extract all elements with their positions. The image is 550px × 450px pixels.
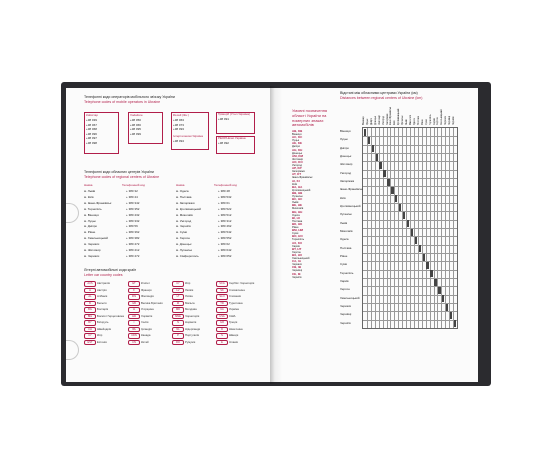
regional-code: + 380 462 — [218, 224, 232, 229]
plate-code: AP, KP — [292, 166, 302, 171]
distance-column-label: Дніпро — [370, 117, 373, 125]
distance-column-label: Харків — [433, 118, 436, 125]
car-code-badge: HR — [128, 314, 140, 320]
operator-code: +38 068 — [86, 127, 97, 132]
distance-column-label: Вінниця — [363, 116, 365, 125]
car-code-badge: CY — [84, 333, 96, 339]
regional-city: м. Полтава — [176, 194, 192, 199]
plate-region: Ужгород — [292, 164, 302, 167]
regional-code: + 380 542 — [218, 230, 232, 235]
plate-region: Львів — [292, 201, 299, 205]
car-country-name: Швеція — [229, 333, 239, 337]
plate-code: AB, KB — [292, 129, 303, 133]
regional-code: + 380 362 — [126, 230, 140, 235]
distance-row-label: Дніпро — [340, 145, 349, 150]
distance-row-label: Чернігів — [340, 320, 351, 325]
regional-city: м. Чернігів — [176, 224, 191, 229]
spine-shadow — [270, 86, 282, 384]
distance-row-label: Черкаси — [340, 304, 352, 308]
distance-column-label: Чернівці — [449, 116, 452, 125]
car-code-badge: MNE — [172, 314, 184, 320]
regional-city: м. Миколаїв — [176, 212, 193, 217]
operator-code: +38 067 — [86, 122, 97, 127]
regional-code: + 380 432 — [126, 212, 140, 217]
distance-row-label: Кропивницький — [340, 204, 361, 208]
regional-code: + 380 61 — [218, 200, 230, 205]
plate-region: Херсон — [292, 250, 301, 254]
distance-column-label: Луцьк — [366, 118, 369, 125]
car-country-name: Литва — [185, 294, 193, 298]
diagonal-cell — [403, 212, 405, 219]
operator-code: +38 039 — [86, 118, 97, 122]
plate-code: BX, HX — [292, 253, 303, 257]
operator-name: Тріморб (Утел Україна) — [218, 112, 250, 116]
car-title-en: Letter car country codes — [84, 273, 123, 277]
regional-code: + 380 342 — [126, 200, 140, 205]
regional-city: м. Тернопіль — [84, 206, 102, 211]
distance-column-label: Полтава — [417, 116, 420, 125]
distance-row-label: Суми — [340, 262, 348, 267]
distance-column-label: Хмельницький — [441, 109, 444, 125]
car-code-badge: A — [84, 288, 96, 294]
diagonal-cell — [438, 287, 440, 294]
distance-column-label: Черкаси — [445, 116, 448, 125]
car-country-name: Велика Британія — [141, 300, 163, 305]
operator-code: +38 097 — [86, 136, 97, 141]
plate-code: AX, KX — [292, 240, 303, 245]
regional-code: + 380 412 — [126, 248, 140, 252]
car-country-name: Сербія і Чорногорія — [229, 281, 255, 285]
regional-city: м. Суми — [176, 230, 188, 235]
distance-row-label: Луганськ — [340, 212, 352, 217]
diagonal-cell — [419, 245, 421, 252]
plate-region: Чернігів — [292, 275, 302, 279]
plate-code: AO, KO — [292, 160, 303, 164]
plate-code: CA, IA — [292, 259, 301, 264]
regional-city: м. Черкаси — [84, 253, 100, 258]
regional-code: + 380 62 — [218, 242, 230, 247]
legend-title — [292, 109, 328, 128]
car-country-name: Словаччина — [229, 287, 245, 292]
car-country-name: Кіпр — [97, 333, 103, 337]
car-country-name: Словенія — [229, 294, 241, 298]
regional-code: + 380 642 — [218, 248, 232, 252]
car-country-name: Австралія — [97, 281, 110, 285]
car-code-badge: SCG — [216, 281, 228, 287]
distance-row-label: Івано-Франківськ — [340, 187, 363, 192]
plate-code: AT, KT — [292, 172, 302, 177]
car-country-name: Франція — [141, 287, 152, 292]
plate-region: Миколаїв — [292, 207, 304, 211]
car-country-name: Албанія — [97, 294, 108, 298]
car-code-badge: TR — [216, 301, 228, 307]
plate-code: BH, HH — [292, 209, 303, 214]
car-country-name: Португалія — [185, 333, 200, 337]
regional-city: м. Луцьк — [84, 218, 96, 223]
distance-row-label: Чернівці — [340, 312, 352, 317]
car-country-name: Швейцарія — [97, 326, 111, 331]
legend-title-text: Умовні позначення області України на номерних знаках автомобілів — [292, 108, 328, 128]
plate-code: BA, HA — [292, 184, 303, 189]
car-country-name: Угорщина — [141, 307, 154, 311]
plate-code: AM, KM — [292, 153, 303, 158]
regional-city: м. Сімферополь — [176, 253, 199, 258]
car-country-name: Мальта — [185, 300, 195, 305]
car-code-badge: CN — [128, 340, 140, 346]
regional-title-en: Telephone codes of regional centers of Ukraine — [84, 175, 160, 179]
car-code-badge: ET — [128, 281, 140, 287]
plate-region: Луцьк — [292, 139, 299, 143]
diagonal-cell — [407, 220, 409, 227]
operator-code: +38 099 — [130, 131, 141, 136]
diagonal-cell — [423, 254, 425, 261]
distance-row-label: Київ — [340, 195, 346, 200]
plate-code: CE, IE — [292, 271, 301, 276]
car-code-badge: B — [84, 301, 96, 307]
distance-row-label: Херсон — [340, 287, 350, 292]
regional-city: м. Київ — [84, 194, 94, 199]
regional-city: м. Вінниця — [84, 212, 99, 217]
plate-region: Житомир — [292, 157, 304, 161]
operator-code: +38 094 — [173, 139, 184, 143]
car-code-badge: LT — [172, 294, 184, 300]
distance-column-label: Житомир — [378, 115, 381, 125]
diagonal-cell — [430, 270, 432, 277]
operator-name: PEOPLEnet Україна — [218, 136, 246, 140]
regional-code: + 380 382 — [126, 236, 140, 241]
diagonal-cell — [372, 145, 374, 152]
col-header-city-1: Назва — [84, 183, 93, 187]
regional-code: + 380 512 — [218, 212, 232, 217]
car-country-name: Кіпр — [185, 281, 191, 285]
operator-name: Київстар — [86, 113, 98, 117]
distance-row-label: Тернопіль — [340, 270, 354, 275]
car-code-badge: BIH — [84, 314, 96, 320]
distance-row-label: Вінниця — [340, 129, 351, 133]
car-code-badge: MD — [172, 307, 184, 313]
distance-column-label: Донецьк — [374, 116, 377, 125]
plate-code: AI, KI — [292, 178, 300, 183]
col-header-city-2: Назва — [176, 183, 185, 187]
car-code-badge: D — [216, 327, 228, 333]
car-country-name: Румунія — [185, 339, 196, 344]
distance-row-label: Хмельницький — [340, 295, 360, 300]
operator-code: +38 066 — [130, 122, 141, 127]
operator-code: +38 091 — [218, 117, 229, 121]
plate-region: Київ — [292, 182, 298, 186]
regional-code: + 380 472 — [126, 242, 140, 247]
regional-city: м. Львів — [84, 189, 96, 193]
car-code-badge: M — [172, 301, 184, 307]
distance-column-label: Ужгород — [382, 116, 385, 125]
regional-city: м. Дніпро — [84, 224, 98, 229]
plate-region: Рівне — [292, 226, 299, 229]
car-code-badge: P — [172, 333, 184, 339]
plate-region: Черкаси — [292, 263, 302, 267]
operator-code: +38 092 — [218, 141, 229, 145]
regional-city: м. Херсон — [176, 236, 190, 241]
operator-name: lifecell (life:) — [173, 113, 189, 117]
plate-region: Полтава — [292, 219, 303, 223]
plate-region: Хмельницький — [292, 257, 310, 260]
car-country-name: Туреччина — [229, 300, 243, 305]
car-country-name: Латвія — [185, 287, 194, 292]
car-country-name: Ірландія — [141, 326, 152, 331]
car-code-badge: H — [128, 307, 140, 313]
regional-code: + 380 522 — [218, 206, 232, 211]
car-code-badge: AL — [84, 294, 96, 300]
regional-code: + 380 332 — [126, 218, 140, 223]
distance-column-label: Рівне — [421, 119, 424, 125]
distance-column-label: Запоріжжя — [386, 113, 389, 125]
regional-code: + 380 32 — [126, 189, 138, 193]
regional-code: + 380 44 — [126, 194, 138, 199]
car-code-badge: SK — [216, 288, 228, 294]
regional-code: + 380 48 — [218, 189, 230, 193]
distance-row-label: Миколаїв — [340, 229, 353, 233]
car-country-name: Китай — [141, 339, 149, 344]
regional-city: м. Луганськ — [176, 248, 192, 252]
plate-code: BC, HC — [292, 197, 303, 202]
car-code-badge: UA — [216, 307, 228, 313]
distance-column-label: Луганськ — [402, 115, 405, 125]
diagonal-cell — [387, 179, 389, 186]
car-code-badge: BG — [84, 307, 96, 313]
regional-city: м. Донецьк — [176, 242, 192, 247]
diagonal-cell — [379, 162, 381, 169]
diagonal-cell — [395, 195, 397, 202]
plate-region: Вінниця — [292, 133, 302, 136]
plate-code: BO, HO — [292, 234, 303, 239]
distance-column-label: Одеса — [413, 118, 416, 125]
col-header-code-2: Телефонний код — [214, 183, 237, 187]
operator-name: Інтертелеком Україна — [173, 134, 203, 138]
distance-row-label: Полтава — [340, 245, 352, 250]
car-country-name: США — [229, 313, 236, 318]
plate-region: Кропивницький — [292, 188, 311, 192]
regional-city: м. Житомир — [84, 248, 101, 252]
car-code-badge: E — [216, 340, 228, 346]
mobile-title-en: Telephone codes of mobile operators in Ukraine — [84, 100, 161, 104]
car-country-name: Нідерланди — [185, 326, 201, 331]
regional-code: + 380 532 — [218, 194, 232, 199]
car-country-name: Фінляндія — [141, 294, 154, 298]
distance-row-label: Харків — [340, 279, 349, 283]
car-country-name: Боснія і Герцеговина — [97, 313, 124, 318]
car-country-name: Єгипет — [141, 281, 150, 285]
car-code-badge: CH — [84, 327, 96, 333]
car-country-name: Італія — [141, 320, 149, 324]
car-country-name: Канада — [141, 333, 151, 337]
diagonal-cell — [446, 304, 448, 311]
car-code-badge: GR — [216, 320, 228, 326]
car-country-name: Бельгія — [97, 300, 107, 305]
plate-code: AC, KC — [292, 135, 303, 140]
regional-city: м. Хмельницький — [84, 236, 108, 241]
operator-code: +38 063 — [173, 118, 184, 122]
operator-code: +38 098 — [86, 141, 97, 145]
plate-code: BM, HM — [292, 228, 303, 233]
car-code-badge: GB — [128, 301, 140, 307]
diagonal-cell — [368, 137, 370, 144]
operator-code: +38 096 — [86, 131, 97, 136]
plate-region: Дніпро — [292, 145, 301, 149]
diagonal-cell — [383, 170, 385, 177]
plate-code: AH, KH — [292, 147, 303, 152]
regional-city: м. Ужгород — [176, 218, 192, 223]
col-header-code-1: Телефонний код — [122, 183, 145, 187]
plate-code: CB, IB — [292, 265, 301, 270]
distance-title-en: Distances between regional centers of Ukraine (km) — [340, 96, 423, 100]
distance-row-label: Житомир — [340, 162, 353, 167]
car-title-ua: Літерні автомобільні коди країн — [84, 268, 137, 272]
plate-code: BK, HK — [292, 222, 303, 226]
operator-code: +38 095 — [130, 127, 141, 132]
car-country-name: Хорватія — [141, 313, 153, 318]
diagonal-cell — [434, 279, 436, 286]
distance-column-label: Київ — [394, 120, 397, 125]
diagonal-cell — [399, 204, 401, 211]
diagonal-cell — [415, 237, 417, 244]
regional-code: + 380 552 — [218, 236, 232, 241]
car-country-name: Болгарія — [97, 307, 109, 311]
distance-column-label: Чернігів — [453, 116, 456, 125]
plate-region: Одеса — [292, 213, 300, 217]
regional-city: м. Черкаси — [84, 242, 100, 247]
plate-code: AE, KE — [292, 141, 303, 146]
car-code-badge: F — [128, 288, 140, 294]
car-code-badge: CY — [172, 281, 184, 287]
distance-column-label: Миколаїв — [410, 115, 412, 125]
regional-city: м. Запоріжжя — [176, 200, 195, 205]
regional-code: + 380 472 — [126, 253, 140, 258]
distance-column-label: Тернопіль — [429, 114, 432, 125]
car-country-name: Австрія — [97, 287, 107, 292]
car-country-name: Білорусь — [97, 320, 109, 324]
distance-row-label: Запоріжжя — [340, 179, 355, 183]
operator-code: +38 073 — [173, 122, 184, 127]
car-country-name: Естонія — [97, 339, 107, 344]
car-code-badge: CDN — [128, 333, 140, 339]
car-country-name: Україна — [229, 307, 239, 311]
car-code-badge: I — [128, 320, 140, 326]
regional-code: + 380 56 — [126, 224, 138, 229]
car-code-badge: USA — [216, 314, 228, 320]
diagonal-cell — [391, 187, 393, 194]
regional-city: м. Івано-Франківськ — [84, 200, 112, 205]
car-code-badge: IRL — [128, 327, 140, 333]
diagonal-cell — [442, 295, 444, 302]
plate-region: Луганськ — [292, 195, 303, 198]
car-code-badge: S — [216, 333, 228, 339]
diagonal-cell — [426, 262, 428, 269]
distance-table — [362, 127, 458, 329]
diagonal-cell — [411, 229, 413, 236]
car-country-name: Норвегія — [185, 320, 197, 324]
plate-code: BB, HB — [292, 191, 303, 195]
car-code-badge: N — [172, 320, 184, 326]
car-code-badge: RO — [172, 340, 184, 346]
car-code-badge: SLO — [216, 294, 228, 300]
distance-column-label: Івано-Франківськ — [390, 106, 393, 125]
distance-row-label: Львів — [340, 220, 348, 225]
regional-city: м. Кропивницький — [176, 206, 201, 211]
regional-title-ua: Телефонні коди обласних центрів України — [84, 170, 154, 174]
distance-row-label: Одеса — [340, 237, 349, 242]
distance-column-label: Львів — [406, 119, 409, 125]
plate-code: BE, HE — [292, 203, 303, 208]
car-country-name: Греція — [229, 320, 238, 324]
car-code-badge: AUS — [84, 281, 96, 287]
regional-code: + 380 652 — [218, 253, 232, 258]
plate-region: Чернівці — [292, 269, 303, 273]
car-code-badge: EST — [84, 340, 96, 346]
car-country-name: Молдова — [185, 307, 197, 311]
plate-region: Харків — [292, 244, 300, 248]
mobile-title-ua: Телефонні коди операторів мобільного зв'язку України — [84, 95, 175, 99]
plate-region: Запоріжжя — [292, 170, 305, 174]
plate-region: Суми — [292, 232, 299, 236]
regional-code: + 380 312 — [218, 218, 232, 223]
car-country-name: Чорногорія — [185, 313, 200, 318]
diagonal-cell — [376, 154, 378, 161]
distance-row-label: Луцьк — [340, 137, 348, 142]
distance-row-label: Ужгород — [340, 170, 352, 175]
distance-column-label: Суми — [425, 119, 428, 125]
distance-title-ua: Відстані між обласними центрами України (км) — [340, 91, 418, 95]
regional-city: м. Рівне — [84, 230, 96, 235]
diagonal-cell — [450, 312, 452, 319]
distance-column-label: Кропивницький — [398, 108, 401, 125]
car-code-badge: NL — [172, 327, 184, 333]
regional-code: + 380 352 — [126, 206, 140, 211]
plate-region: Івано-Франківськ — [292, 176, 313, 180]
car-code-badge: LV — [172, 288, 184, 294]
diagonal-cell — [364, 129, 366, 136]
regional-city: м. Одеса — [176, 189, 189, 193]
plate-code: BI, HI — [292, 215, 300, 220]
operator-code: +38 093 — [173, 127, 184, 132]
plate-region: Донецьк — [292, 151, 303, 155]
car-country-name: Німеччина — [229, 326, 243, 331]
plate-region: Тернопіль — [292, 238, 305, 242]
car-code-badge: BY — [84, 320, 96, 326]
distance-column-label: Херсон — [437, 117, 440, 125]
operator-code: +38 050 — [130, 118, 141, 122]
distance-row-label: Рівне — [340, 254, 348, 258]
car-country-name: Іспанія — [229, 339, 238, 344]
diagonal-cell — [454, 320, 456, 327]
plate-code: BT, HT — [292, 246, 302, 251]
car-code-badge: FIN — [128, 294, 140, 300]
distance-row-label: Донецьк — [340, 154, 352, 158]
operator-name: Vodafone — [130, 113, 143, 117]
